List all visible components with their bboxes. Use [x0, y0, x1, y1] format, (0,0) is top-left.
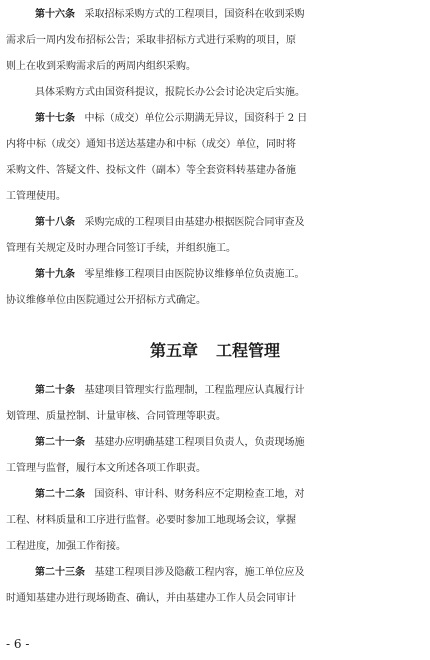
article-21-line-1: 第二十一条 基建办应明确基建工程项目负责人，负责现场施 — [35, 437, 305, 448]
article-21-heading: 第二十一条 — [35, 437, 85, 448]
article-23-line-1: 第二十三条 基建工程项目涉及隐蔽工程内容，施工单位应及 — [35, 567, 305, 578]
article-23-line-2: 时通知基建办进行现场勘查、确认，并由基建办工作人员会同审计 — [6, 593, 296, 604]
article-20-line-1: 第二十条 基建项目管理实行监理制，工程监理应认真履行计 — [35, 385, 305, 396]
chapter-title: 工程管理 — [216, 341, 281, 360]
procurement-method-paragraph: 具体采购方式由国资科提议，报院长办公会讨论决定后实施。 — [35, 87, 305, 98]
article-21-line-2: 工管理与监督，履行本文所述各项工作职责。 — [6, 463, 206, 474]
article-19-line-2: 协议维修单位由医院通过公开招标方式确定。 — [6, 295, 206, 306]
article-18-heading: 第十八条 — [35, 217, 75, 228]
article-20-heading: 第二十条 — [35, 385, 75, 396]
article-22-line-2: 工程、材料质量和工序进行监督。必要时参加工地现场会议，掌握 — [6, 515, 296, 526]
article-22-line-1: 第二十二条 国资科、审计科、财务科应不定期检查工地，对 — [35, 489, 305, 500]
article-18-line-2: 管理有关规定及时办理合同签订手续，并组织施工。 — [6, 243, 236, 254]
article-17-line-3: 采购文件、答疑文件、投标文件（副本）等全套资料转基建办备施 — [6, 165, 296, 176]
chapter-number: 第五章 — [149, 341, 198, 360]
chapter-heading — [0, 339, 430, 363]
article-22-heading: 第二十二条 — [35, 489, 85, 500]
article-20-line-2: 划管理、质量控制、计量审核、合同管理等职责。 — [6, 411, 226, 422]
page-number: - 6 - — [6, 637, 30, 651]
article-16-line-2: 需求后一周内发布招标公告；采取非招标方式进行采购的项目，原 — [6, 35, 296, 46]
article-19-heading: 第十九条 — [35, 269, 75, 280]
article-17-heading: 第十七条 — [35, 113, 75, 124]
article-16-line-3: 则上在收到采购需求后的两周内组织采购。 — [6, 61, 196, 72]
article-17-line-1: 第十七条 中标（成交）单位公示期满无异议，国资科于 2 日 — [35, 113, 308, 124]
article-17-line-4: 工管理使用。 — [6, 191, 66, 202]
article-17-line-2: 内将中标（成交）通知书送达基建办和中标（成交）单位，同时将 — [6, 139, 296, 150]
article-18-line-1: 第十八条 采购完成的工程项目由基建办根据医院合同审查及 — [35, 217, 305, 228]
article-16-line-1: 第十六条 采取招标采购方式的工程项目，国资科在收到采购 — [35, 9, 305, 20]
article-19-line-1: 第十九条 零星维修工程项目由医院协议维修单位负责施工。 — [35, 269, 305, 280]
article-16-heading: 第十六条 — [35, 9, 75, 20]
article-22-line-3: 工程进度，加强工作衔接。 — [6, 541, 126, 552]
article-23-heading: 第二十三条 — [35, 567, 85, 578]
